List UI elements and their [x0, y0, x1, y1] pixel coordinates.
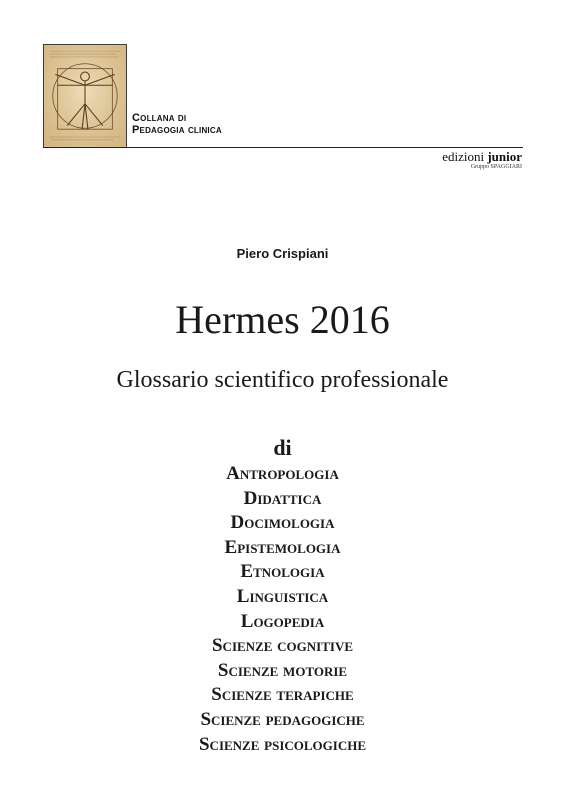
discipline-item: Etnologia — [240, 561, 325, 583]
discipline-item: Docimologia — [230, 512, 335, 534]
series-line-2: Pedagogia clinica — [132, 124, 222, 136]
discipline-item: Scienze terapiche — [211, 684, 354, 706]
discipline-item: Didattica — [243, 487, 322, 509]
series-line-1: Collana di — [132, 112, 187, 124]
discipline-item: Scienze cognitive — [211, 635, 353, 657]
header-divider — [43, 147, 523, 148]
publisher-name — [420, 150, 522, 164]
disciplines-connector: di — [273, 435, 292, 460]
discipline-item: Scienze psicologiche — [198, 733, 367, 755]
discipline-item: Epistemologia — [224, 536, 341, 558]
publisher-logo — [420, 150, 522, 171]
book-author: Piero Crispiani — [236, 246, 329, 261]
vitruvian-man-icon — [44, 45, 126, 147]
discipline-item: Linguistica — [236, 585, 329, 607]
book-title: Hermes 2016 — [175, 297, 390, 342]
series-cover-image — [43, 44, 127, 148]
discipline-item: Scienze pedagogiche — [200, 708, 365, 730]
publisher-name-regular: edizioni — [442, 149, 488, 164]
book-subtitle: Glossario scientifico professionale — [116, 367, 449, 393]
series-name — [132, 112, 222, 136]
discipline-item: Scienze motorie — [217, 659, 348, 681]
discipline-item: Logopedia — [240, 610, 325, 632]
publisher-group: Gruppo SPAGGIARI — [470, 164, 522, 170]
disciplines-list — [0, 462, 565, 757]
publisher-name-bold: junior — [487, 149, 522, 164]
discipline-item: Antropologia — [226, 463, 339, 484]
